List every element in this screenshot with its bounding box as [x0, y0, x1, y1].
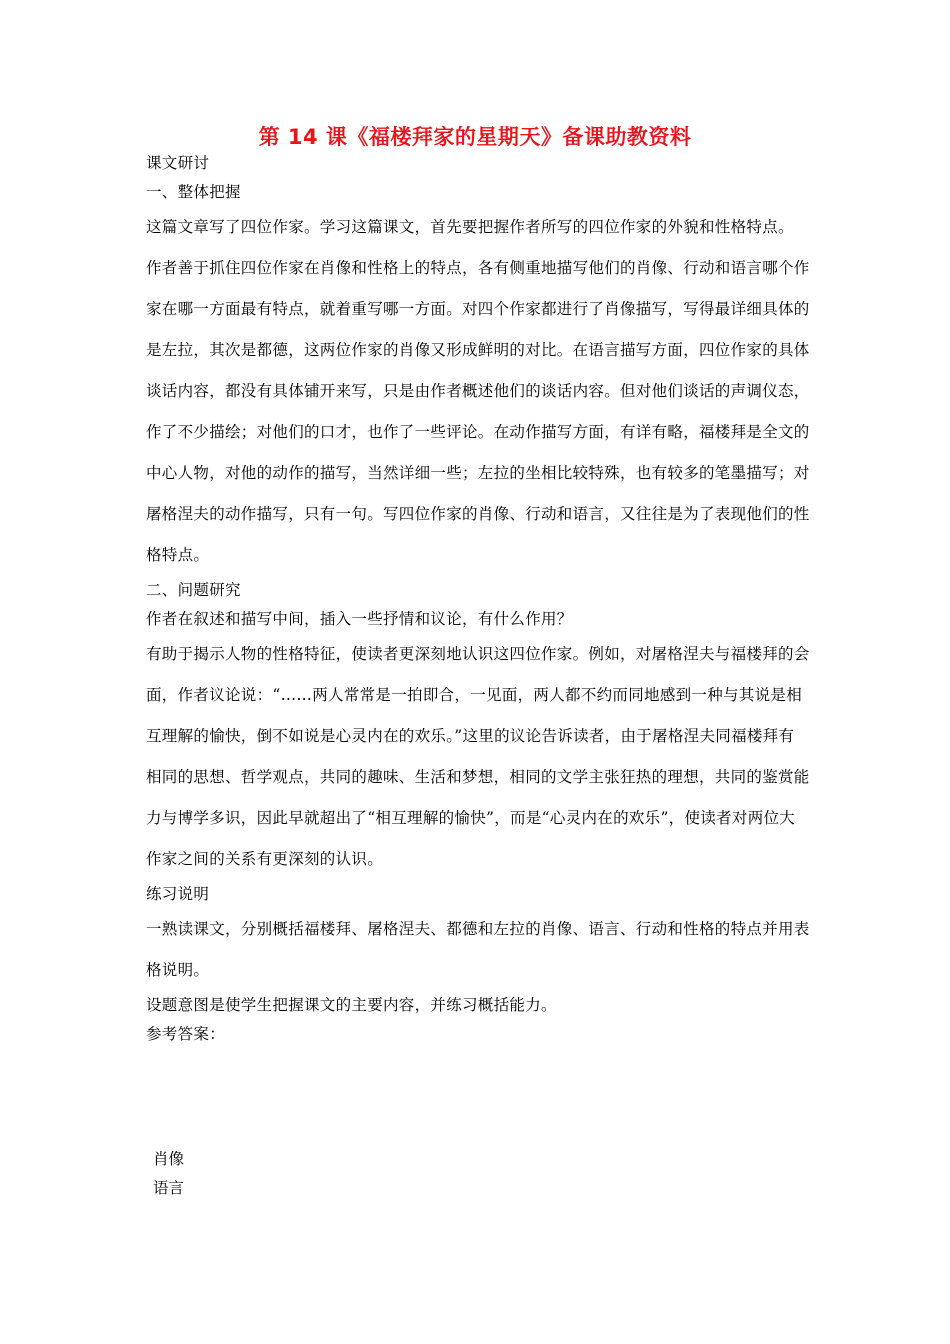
- part1-paragraph-2: 作者善于抓住四位作家在肖像和性格上的特点，各有侧重地描写他们的肖像、行动和语言哪个作家在哪一方面最有特点，就着重写哪一方面。对四个作家都进行了肖像描写，写得最详细具体的是左拉，其次是都德，这两位作家的肖像又形成鲜明的对比。在语言描写方面，四位作家的具体谈话内容，都没有具体铺开来写，只是由作者概述他们的谈话内容。但对他们谈话的声调仪态，作了不少描绘；对他们的口才，也作了一些评论。在动作描写方面，有详有略，福楼拜是全文的中心人物，对他的动作的描写，当然详细一些；左拉的坐相比较特殊，也有较多的笔墨描写；对屠格涅夫的动作描写，只有一句。写四位作家的肖像、行动和语言，又往往是为了表现他们的性格特点。: [146, 259, 810, 564]
- part2-question: 作者在叙述和描写中间，插入一些抒情和议论，有什么作用？: [146, 610, 573, 628]
- answer-table: [153, 1145, 184, 1203]
- part1-paragraph-1: 这篇文章写了四位作家。学习这篇课文，首先要把握作者所写的四位作家的外貌和性格特点。: [146, 218, 794, 236]
- answer-label: 参考答案：: [146, 1025, 226, 1043]
- table-row-portrait: 肖像: [153, 1150, 185, 1168]
- part2-heading: 二、问题研究: [146, 581, 241, 599]
- part1-heading: 一、整体把握: [146, 183, 241, 201]
- table-row-language: 语言: [153, 1179, 185, 1197]
- part2-answer: 有助于揭示人物的性格特征，使读者更深刻地认识这四位作家。例如，对屠格涅夫与福楼拜的会面，作者议论说：“……两人常常是一拍即合，一见面，两人都不约而同地感到一种与其说是相互理解的愉快，倒不如说是心灵内在的欢乐。”这里的议论告诉读者，由于屠格涅夫同福楼拜有相同的思想、哲学观点，共同的趣味、生活和梦想，相同的文学主张狂热的理想，共同的鉴赏能力与博学多识，因此早就超出了“相互理解的愉快”，而是“心灵内在的欢乐”，使读者对两位大作家之间的关系有更深刻的认识。: [146, 645, 810, 868]
- exercise-intent: 设题意图是使学生把握课文的主要内容，并练习概括能力。: [146, 996, 557, 1014]
- document-title: 第 14 课《福楼拜家的星期天》备课助教资料: [258, 125, 692, 149]
- document-body: [146, 150, 810, 1049]
- exercise-item: 一熟读课文，分别概括福楼拜、屠格涅夫、都德和左拉的肖像、语言、行动和性格的特点并用表格说明。: [146, 920, 810, 979]
- exercise-heading: 练习说明: [146, 885, 210, 903]
- section-label: 课文研讨: [146, 154, 210, 172]
